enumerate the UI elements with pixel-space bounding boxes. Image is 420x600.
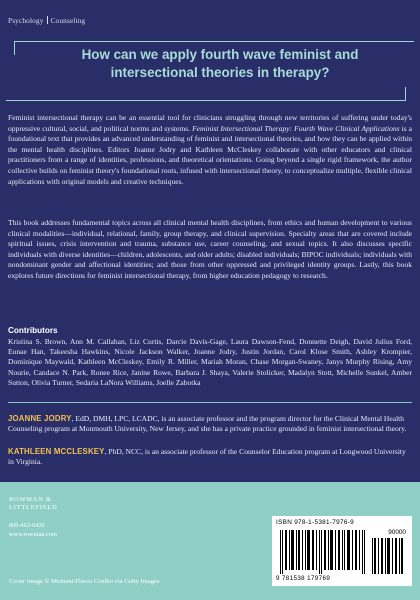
headline-question: How can we apply fourth wave feminist and intersectional theories in therapy? [81,47,359,80]
author-bio-jodry [8,414,412,434]
question-bracket-bottom [6,87,406,101]
publisher-phone: 800-462-6420 [9,522,45,529]
barcode-panel [272,516,412,586]
author-name: KATHLEEN MCCLESKEY [8,447,105,456]
price-code: 90000 [388,529,406,536]
category-label [8,16,85,25]
intro-text-2: is a foundational text that provides an advanced understanding of feminist and intersectional theories, and how they can be applied within the mental health disciplines. Editors Joanne Jodry and Kathleen McCleskey collaborate with other educators and clinical practitioners from a range of identities, professions, and theoretical orientations. Going beyond a single rigid framework, the author collective builds on feminist theory's foundational roots, infused with intersectional theory, to conceptualize multiple, flexible clinical applications with original models and creative techniques. [8,123,412,186]
cover-credit: Cover image © Moment/Flavio Coelho via Getty Images [9,578,160,585]
section-divider [8,402,412,403]
isbn-barcode [278,530,368,574]
intro-text-1: Feminist intersectional therapy can be an essential tool for clinicians struggling through new territories of suffering under today's oppressive cultural, social, and political norms and systems. [8,113,412,133]
body-paragraph: This book addresses fundamental topics across all clinical mental health disciplines, from ethics and human development to various clinical modalities—individual, relational, family, group therapy, and clinical supervision. Specialty areas that are covered include spiritual issues, crisis intervention and trauma, substance use, career counseling, and sexual topics. It also discusses specific individuals with diverse identities—children, adolescents, and older adults; disabled individuals; BIPOC individuals; individuals with nondominant gender and affectional identities; and those from other oppressed and privileged identity groups. Lastly, this book explores future directions for feminist intersectional therapy, from higher education pedagogy to research. [8,218,412,280]
category-counseling: Counseling [50,16,86,25]
author-bio: , PhD, NCC, is an associate professor of the Counselor Education program at Longwood University in Virginia. [8,447,406,467]
barcode-digits: 9 781538 179769 [276,575,331,582]
author-name: JOANNE JODRY [8,414,72,423]
logo-line-1: ROWMAN & [9,496,52,503]
author-bio-mccleskey [8,447,412,467]
price-barcode [372,538,404,574]
book-title: Feminist Intersectional Therapy: Fourth Wave Clinical Applications [192,123,400,133]
category-psychology: Psychology [8,16,44,25]
contributors-list: Kristina S. Brown, Ann M. Callahan, Liz Curtis, Darcie Davis-Gage, Laura Dawson-Fend, Donnette Deigh, David Julius Ford, Eunae Han, Takeesha Hawkins, Nicole Jackson Walker, Joanne Jodry, Justin Jordan, Carol Klose Smith, Ashley Krompier, Dominique Maywald, Kathleen McCleskey, Emily R. Miller, Mariah Moran, Chase Morgan-Swaney, Janys Murphy Rising, Amy Nourie, Candace N. Park, Ronee Rice, Janine Rowe, Barbara J. Shaya, Valerie Stolicker, Madalyn Stott, Michelle Sunkel, Amber Sutton, Olivia Turner, Sedaria LaNora Williams, Joelle Zabotka [8,337,412,387]
publisher-website: www.rowman.com [9,531,57,538]
intro-paragraph [8,113,412,187]
publisher-logo [9,496,67,511]
contributors-heading: Contributors [8,326,58,335]
isbn-text: ISBN 978-1-5381-7976-9 [276,519,355,526]
category-divider [47,16,48,24]
logo-line-2: LITTLEFIELD [9,503,58,511]
author-bio: , EdD, DMH, LPC, LCADC, is an associate professor and the program director for the Clinical Mental Health Counseling program at Monmouth University, New Jersey, and she has a private practice grounded in feminist intersectional theory. [8,414,407,434]
